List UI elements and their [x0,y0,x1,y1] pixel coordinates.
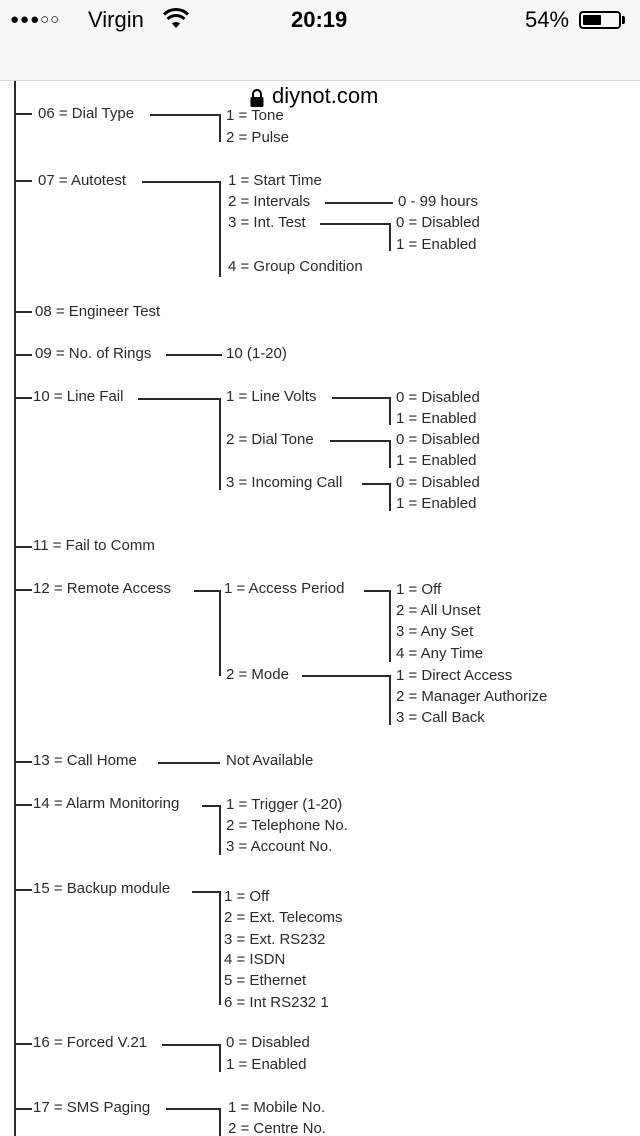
connector [332,397,390,399]
option-06-label: 06 = Dial Type [38,105,135,122]
connector [320,223,390,225]
connector [219,891,221,1005]
option-14-sub-3: 3 = Account No. [226,838,333,855]
connector [150,114,220,116]
connector [219,1044,221,1072]
option-15-sub-4: 4 = ISDN [224,951,286,968]
option-06-sub-1: 1 = Tone [226,107,284,124]
connector [389,397,391,425]
option-10-line-volts-0: 0 = Disabled [396,389,480,406]
option-13-label: 13 = Call Home [33,752,137,769]
option-11-label: 11 = Fail to Comm [33,537,155,554]
option-12-access-period-2: 2 = All Unset [396,602,481,619]
option-15-label: 15 = Backup module [33,880,171,897]
option-10-sub-1: 1 = Line Volts [226,388,317,405]
connector [219,805,221,855]
option-12-mode-2: 2 = Manager Authorize [396,688,548,705]
connector [362,483,390,485]
option-07-int-test-0: 0 = Disabled [396,214,480,231]
option-08-label: 08 = Engineer Test [35,303,161,320]
option-12-access-period-3: 3 = Any Set [396,623,474,640]
connector [192,891,220,893]
carrier-name: Virgin [88,7,144,32]
connector [330,440,390,442]
connector [166,354,222,356]
battery-icon [579,11,621,29]
branch-11 [14,546,32,548]
connector [219,398,221,490]
clock: 20:19 [291,7,348,32]
connector [389,440,391,468]
main-trunk-line [14,81,16,1136]
option-15-sub-1: 1 = Off [224,888,270,905]
option-10-dial-tone-0: 0 = Disabled [396,431,480,448]
connector [389,675,391,725]
option-07-int-test-1: 1 = Enabled [396,236,477,253]
branch-09 [14,354,32,356]
option-12-access-period-4: 4 = Any Time [396,645,484,662]
branch-08 [14,311,32,313]
menu-tree-diagram [0,81,640,1136]
branch-07 [14,180,32,182]
option-15-sub-3: 3 = Ext. RS232 [224,931,326,948]
option-07-sub-1: 1 = Start Time [228,172,322,189]
connector [364,590,390,592]
connector [142,181,220,183]
option-10-label: 10 = Line Fail [33,388,124,405]
branch-10 [14,397,32,399]
connector [194,590,220,592]
connector [166,1108,220,1110]
option-12-mode-1: 1 = Direct Access [396,667,513,684]
connector [219,590,221,676]
connector [158,762,220,764]
option-17-sub-2: 2 = Centre No. [228,1120,326,1136]
branch-14 [14,804,32,806]
option-16-sub-1: 1 = Enabled [226,1056,307,1073]
connector [219,114,221,142]
option-09-label: 09 = No. of Rings [35,345,152,362]
option-10-dial-tone-1: 1 = Enabled [396,452,477,469]
option-12-sub-2: 2 = Mode [226,666,289,683]
option-09-value: 10 (1-20) [226,345,287,362]
connector [219,181,221,277]
option-12-sub-1: 1 = Access Period [224,580,345,597]
connector [389,483,391,511]
branch-17 [14,1108,32,1110]
connector [138,398,220,400]
option-10-sub-2: 2 = Dial Tone [226,431,314,448]
option-07-intervals-value: 0 - 99 hours [398,193,479,210]
option-15-sub-6: 6 = Int RS232 1 [224,994,329,1011]
branch-12 [14,589,32,591]
connector [389,223,391,251]
status-bar [0,0,640,40]
branch-06 [14,113,32,115]
option-12-mode-3: 3 = Call Back [396,709,485,726]
battery-percent: 54% [525,7,570,32]
option-12-access-period-1: 1 = Off [396,581,442,598]
option-10-line-volts-1: 1 = Enabled [396,410,477,427]
option-14-label: 14 = Alarm Monitoring [33,795,180,812]
option-07-sub-2: 2 = Intervals [228,193,311,210]
wifi-icon [163,6,189,30]
connector [162,1044,220,1046]
option-06-sub-2: 2 = Pulse [226,129,289,146]
option-07-sub-4: 4 = Group Condition [228,258,363,275]
connector [219,1108,221,1136]
option-15-sub-2: 2 = Ext. Telecoms [224,909,343,926]
connector [202,805,220,807]
branch-16 [14,1043,32,1045]
connector [389,590,391,662]
signal-strength-icon: ●●●○○ [10,11,61,28]
option-14-sub-1: 1 = Trigger (1-20) [226,796,343,813]
option-10-incoming-call-1: 1 = Enabled [396,495,477,512]
branch-13 [14,761,32,763]
branch-15 [14,889,32,891]
option-07-sub-3: 3 = Int. Test [228,214,306,231]
connector [325,202,393,204]
battery-level-fill [583,15,601,25]
option-13-value: Not Available [226,752,314,769]
option-17-sub-1: 1 = Mobile No. [228,1099,326,1116]
address-bar[interactable] [0,40,640,108]
option-15-sub-5: 5 = Ethernet [224,972,307,989]
option-10-sub-3: 3 = Incoming Call [226,474,343,491]
option-10-incoming-call-0: 0 = Disabled [396,474,480,491]
option-16-sub-0: 0 = Disabled [226,1034,310,1051]
option-07-label: 07 = Autotest [38,172,126,189]
option-16-label: 16 = Forced V.21 [33,1034,148,1051]
option-14-sub-2: 2 = Telephone No. [226,817,348,834]
battery-tip [622,16,625,24]
option-17-label: 17 = SMS Paging [33,1099,151,1116]
option-12-label: 12 = Remote Access [33,580,171,597]
connector [302,675,390,677]
url-domain[interactable]: diynot.com [272,83,379,108]
